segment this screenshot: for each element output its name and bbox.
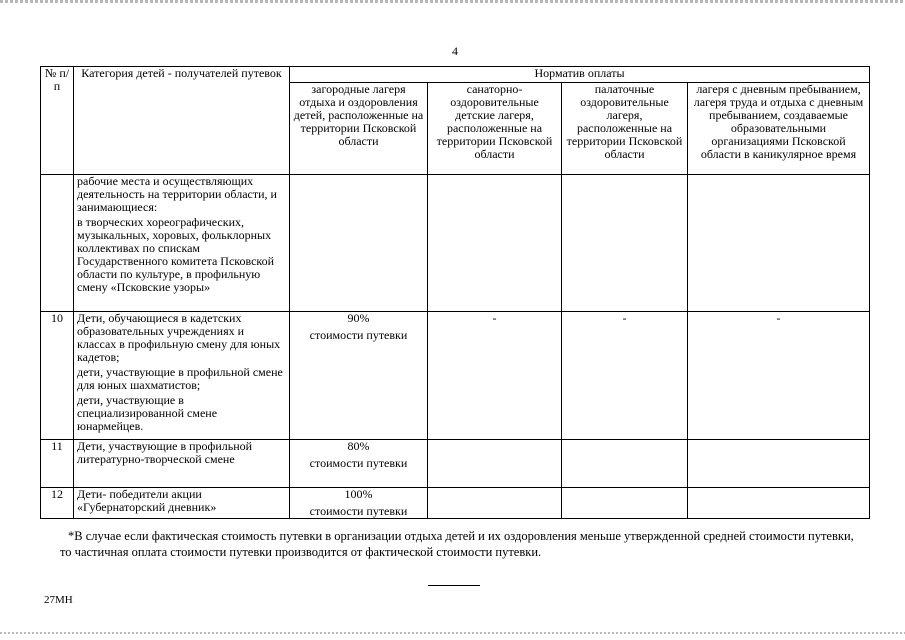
header-day-camps: лагеря с дневным пребыванием, лагеря труда и отдыха с дневным пребыванием, создаваемые образовательными организациями Псковской области в каникулярное время [688,83,870,175]
norm-cell [290,175,428,312]
norm-cell [428,488,562,519]
norm-unit: стоимости путевки [309,504,408,518]
category-cell [74,488,290,519]
norm-dash: - [688,312,870,440]
norm-percent: 90% [347,311,370,325]
document-code: 27МН [44,594,73,606]
table-row [41,312,870,440]
norm-percent: 80% [347,439,370,453]
footnote-divider [428,585,480,586]
norm-cell [428,175,562,312]
row-num: 11 [41,440,74,488]
norm-cell [290,488,428,519]
category-text: Дети, обучающиеся в кадетских образовательных учреждениях и классах в профильную смену для юных кадетов; [77,311,281,364]
category-text: Дети, участвующие в профильной литературно-творческой смене [77,439,253,466]
norm-unit: стоимости путевки [309,328,408,342]
norm-cell [688,175,870,312]
norm-cell [428,440,562,488]
norm-table [40,66,870,519]
header-tent-camps: палаточные оздоровительные лагеря, расположенные на территории Псковской области [562,83,688,175]
page-number: 4 [452,44,458,58]
category-cell [74,440,290,488]
category-text: дети, участвующие в профильной смене для юных шахматистов; [77,365,283,392]
norm-cell [688,440,870,488]
scan-edge-top [0,0,905,3]
norm-cell [562,175,688,312]
norm-cell [290,440,428,488]
category-text: Дети- победители акции «Губернаторский дневник» [77,487,217,514]
header-num: № п/п [41,67,74,175]
norm-cell [688,488,870,519]
norm-cell [562,488,688,519]
row-num-cell [41,175,74,312]
table-header-row [41,67,870,83]
norm-cell [290,312,428,440]
scan-edge-bottom [0,632,905,634]
table-row [41,488,870,519]
row-num: 10 [41,312,74,440]
category-cell [74,312,290,440]
norm-cell [562,440,688,488]
norm-unit: стоимости путевки [309,456,408,470]
norm-dash: - [562,312,688,440]
norm-percent: 100% [344,487,373,501]
category-text: дети, участвующие в специализированной смене юнармейцев. [77,393,218,433]
category-text: рабочие места и осуществляющих деятельность на территории области, и занимающиеся: [77,174,277,214]
category-cell [74,175,290,312]
category-text: в творческих хореографических, музыкальных, хоровых, фольклорных коллективах по спискам Государственного комитета Псковской области по культуре, в профильную смену «Псковские узоры» [77,215,275,294]
norm-dash: - [428,312,562,440]
header-norm: Норматив оплаты [290,67,870,83]
table-row [41,175,870,312]
header-category: Категория детей - получателей путевок [74,67,290,175]
header-country-camps: загородные лагеря отдыха и оздоровления детей, расположенные на территории Псковской области [290,83,428,175]
header-sanatorium-camps: санаторно-оздоровительные детские лагеря, расположенные на территории Псковской области [428,83,562,175]
row-num: 12 [41,488,74,519]
footnote: *В случае если фактическая стоимость путевки в организации отдыха детей и их оздоровления меньше утвержденной средней стоимости путевки, то частичная оплата стоимости путевки производится от фактической стоимости путевки. [60,529,854,559]
table-row [41,440,870,488]
